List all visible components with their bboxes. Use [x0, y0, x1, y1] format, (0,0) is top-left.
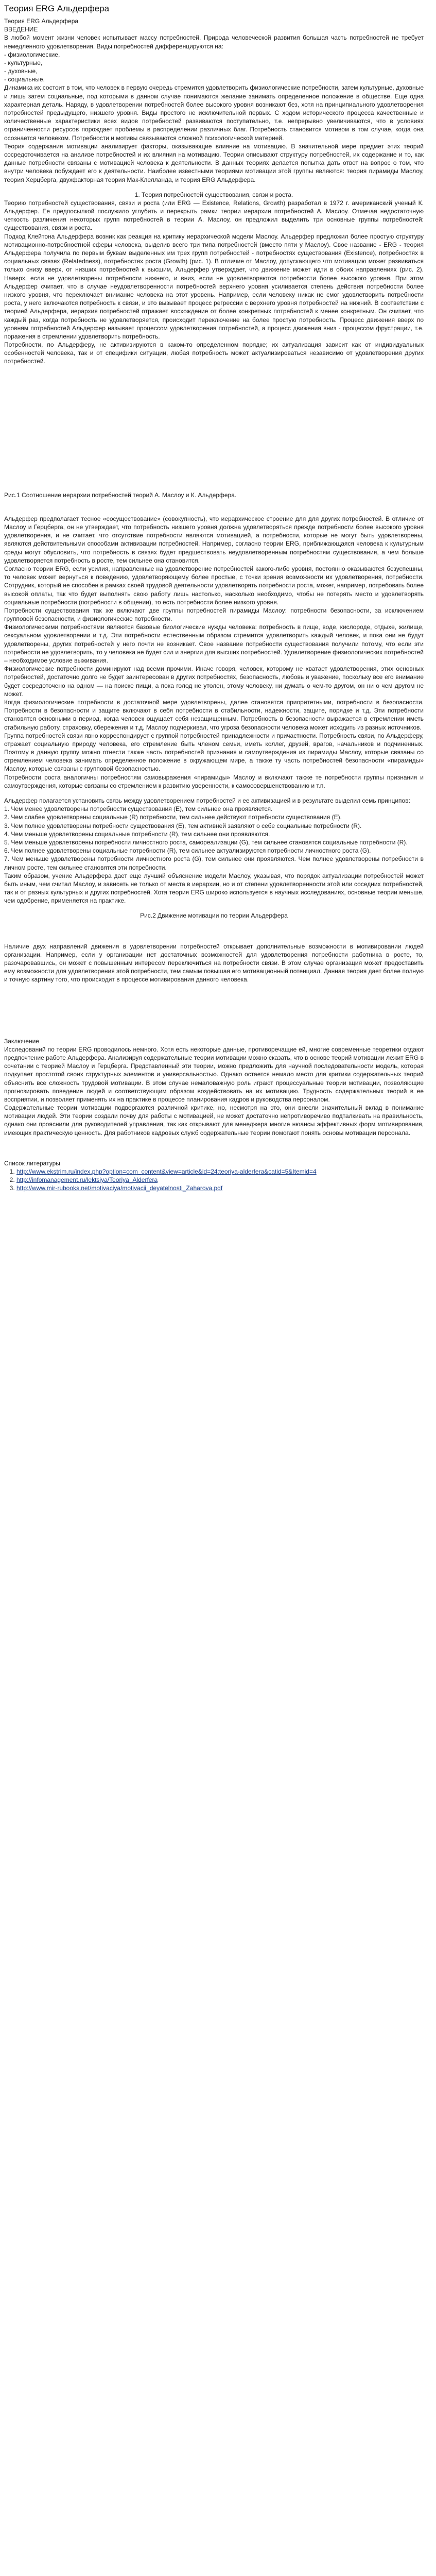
intro-heading: ВВЕДЕНИЕ: [4, 26, 38, 33]
literature-item: [16, 1184, 424, 1192]
document-title: Теория ERG Альдерфера: [4, 4, 110, 13]
intro-paragraph: Теория содержания мотивации анализирует факторы, оказывающие влияние на мотивацию. В значительной мере предмет этих теорий сосредоточивается на анализе потребностей и их влияния на мотивацию. Теории описывают структуру потребностей, их содержание и то, как данные потребности связаны с мотивацией человека к деятельности. В данных теориях делается попытка дать ответ на вопрос о том, что внутри человека побуждает его к деятельности. Наиболее известными теориями мотивации этой группы являются: теория пирамиды Маслоу, теория Херцберга, двухфакторная теория Мак-Клелланда, и теория ERG Альдерфера.: [4, 142, 424, 183]
section3-block: [4, 796, 424, 905]
principle-item: 2. Чем слабее удовлетворены социальные (R) потребности, тем сильнее действуют потребности существования (E).: [4, 814, 342, 821]
principle-item: 7. Чем меньше удовлетворены потребности личностного роста (G), тем сильнее они проявляются. Чем полнее удовлетворены потребности в личном росте, тем сильнее становятся эти потребности.: [4, 855, 424, 871]
literature-item: [16, 1176, 424, 1184]
conclusion-paragraph: Исследований по теории ERG проводилось немного. Хотя есть некоторые данные, противоречащие ей, многие современные теоретики отдают предпочтение работе Альдерфера. Анализируя содержательные теории мотивации можно сказать, что в основе теорий мотивации лежит ERG в сочетании с теорией Маслоу и Герцберга. Представленный эти теории, можно предложить для научной последовательности модель, которая подкупает простотой своих структурных элементов и универсальностью. Однако остается немало место для критики содержательных теорий объяснить все сложность трудовой мотивации. В этом случае немаловажную роль играют процессуальные теории мотивации, позволяющие прогнозировать поведение людей и соответствующим образом воздействовать на их мотивацию. Трудность содержательных теорий в ее восприятии, и позволяет применять их на практике в процессе планирования кадров и руководства персоналом.: [4, 1045, 424, 1103]
principle-item: 6. Чем полнее удовлетворены социальные потребности (R), тем сильнее актуализируются потребности личностного роста (G).: [4, 847, 371, 855]
figure2-block: [4, 911, 424, 920]
section2-paragraph: Потребности роста аналогичны потребностям самовыражения «пирамиды» Маслоу и включают также те потребности группы признания и самоутверждения, которые связаны со стремлением к развитию уверенности, к самосовершенствованию и т.п.: [4, 773, 424, 789]
intro-list-item: - духовные,: [4, 67, 38, 75]
subtitle-block: [4, 17, 424, 184]
section2-paragraph: Альдерфер предполагает тесное «сосуществование» (совокупность), что иерархическое строение для для других потребностей. В отличие от Маслоу и Герцберга, он не утверждает, что потребность низшего уровня должна удовлетворяться прежде потребности более высокого уровня удовлетворения, и не считает, что отсутствие потребности являются мотивацией, а потребности, которые не могут быть удовлетворены, являются действительными способами активизации потребностей. Например, согласно теории ERG, приближающаяся человека к культурным среды могут обусловить, что потребность в связях будет предшествовать неудовлетворенным потребностям существования, а чем больше удовлетворяется потребность в росте, тем сильнее она становится.: [4, 515, 424, 564]
section2-paragraph: Когда физиологические потребности в достаточной мере удовлетворены, далее становятся приоритетными, потребности в безопасности. Потребности в безопасности и защите включают в себя потребности в стабильности, надежности, защите, порядке и т.д. Эти потребности становятся основными в период, когда человек ощущает себя незащищенным. Потребность в безопасности выражается в стремлении иметь стабильную работу, страховку, сбережения и т.д. Маслоу подчеркивал, что угроза безопасности человека может исходить из разных источников.: [4, 698, 424, 731]
section1-heading: 1. Теория потребностей существования, связи и роста.: [134, 191, 293, 198]
principle-item: 3. Чем полнее удовлетворены потребности существования (E), тем активней заявляют о себе социальные потребности (R).: [4, 822, 362, 829]
section2-block: [4, 491, 424, 790]
section3-paragraph: Альдерфер полагается установить связь между удовлетворением потребностей и ее активизацией и в результате выделил семь принципов:: [4, 797, 410, 804]
section4-block: [4, 942, 424, 984]
literature-link[interactable]: http://www.mir-rubooks.net/motivaciya/motivacii_deyatelnosti_Zaharova.pdf: [16, 1184, 223, 1192]
section1-paragraph: Подход Клейтона Альдерфера возник как реакция на критику иерархической модели Маслоу. Альдерфер предложил более простую структуру мотивационно-потребностной сферы человека, выделив всего три типа потребностей (вместо пяти у Маслоу). Свое название - ERG - теория Альдерфера получила по первым буквам выделенных им трех групп потребностей - потребностях существования (Existence), потребностях в социальных связях (Relatedness), потребностях роста (Growth) (рис. 1). В отличие от Маслоу, допускающего что мотивацию может развиваться только снизу вверх, от низших потребностей к высшим, Альдерфер утверждает, что движение может идти в обоих направлениях (рис. 2). Наверх, если не удовлетворены потребности нижнего, и вниз, если не удовлетворяются потребности более высокого уровня. При этом Альдерфер считает, что в случае неудовлетворенности потребностей верхнего уровня усиливается степень действия потребности более низкого уровня, что переключает внимание человека на этот уровень. Например, если человеку никак не смог удовлетворить потребности роста, у него включаются потребность к связи, и это вызывает процесс регрессии с верхнего уровня потребностей на нижний. В соответствии с теорией Альдерфера, иерархия потребностей отражает восхождение от более конкретных потребностей к менее конкретным. Он считает, что каждый раз, когда потребность не удовлетворяется, происходит переключение на более простую потребность. Процесс движения вверх по уровням потребностей Альдерфер называет процессом удовлетворения потребностей, а процесс движения вниз - процессом фрустрации, т.е. поражения в стремлении удовлетворить потребность.: [4, 232, 424, 340]
section2-paragraph: Группа потребностей связи явно корреспондирует с группой потребностей принадлежности и причастности. Потребность связи, по Альдерферу, отражает социальную природу человека, его стремление быть членом семьи, иметь коллег, друзей, врагов, начальников и подчиненных. Поэтому в данную группу можно отнести также часть потребностей признания и самоутверждения из пирамиды Маслоу, которые связаны со стремлением человека занимать определенное положение в окружающем мире, а также ту часть потребностей безопасности «пирамиды» Маслоу, которые связаны с групповой безопасностью.: [4, 732, 424, 773]
spacer: [4, 1144, 424, 1159]
section1-paragraph: Теорию потребностей существования, связи и роста (или ERG — Existence, Relations, Growth) разработал в 1972 г. американский ученый К. Альдерфер. Ее предпосылкой послужило углубить и перекрыть рамки теории иерархии потребностей А. Маслоу. Отмечая недостаточную четкость различения некоторых групп потребностей в теории А. Маслоу, он предложил выделить три основные группы потребностей: существования, связи и роста.: [4, 199, 424, 232]
intro-paragraph: Динамика их состоит в том, что человек в первую очередь стремится удовлетворить физиологические потребности, затем культурные, духовные и лишь затем социальные, под которыми в данном случае понимаются желание занимать определенное положение в обществе. Еще одна характерная деталь. Наряду, в удовлетворении потребностей более высокого уровня возникают без, хотя на принципиального удовлетворения потребностей предыдущего, низшего уровня. Виды простого не исключительной первых. С ходом исторического процесса качественные и количественные характеристики всех видов потребностей развиваются поступательно, т.е. непрерывно увеличиваются, что в условиях ограниченности ресурсов порождает проблемы в распределении различных благ. Потребность становится мотивом в том случае, когда она осознается человеком. Потребности и мотивы связываются сложной психологической материей.: [4, 84, 424, 142]
principle-item: 4. Чем меньше удовлетворены социальные потребности (R), тем сильнее они проявляются.: [4, 830, 270, 838]
section2-paragraph: Потребности существования так же включают две группы потребностей пирамиды Маслоу: потребности безопасности, за исключением групповой безопасности, и физиологические потребности.: [4, 606, 424, 623]
principle-item: 1. Чем менее удовлетворены потребности существования (E), тем сильнее она проявляется.: [4, 805, 273, 813]
literature-item: [16, 1167, 424, 1176]
section3-paragraph: Таким образом, учение Альдерфера дает еще лучший объяснение модели Маслоу, указывая, что порядок актуализации потребностей может быть иным, чем считал Маслоу, и зависеть не только от места в иерархии, но и от степени удовлетворенности этой или соседних потребностей, так и от разных культурных и других потребностей. Хотя теория ERG широко используется в научных исследованиях, основные теории меньше, чем одобрение, применяется на практике.: [4, 872, 424, 905]
section2-paragraph: Физиологические потребности доминируют над всеми прочими. Иначе говоря, человек, которому не хватает удовлетворения, этих основных потребностей, достаточно долго не будет заинтересован в других потребностях, безопасность, любовь и уважение, поскольку все его внимание будет сосредоточено на одном — на поиске пищи, а пока голод не утолен, этому человеку, ни думать о чем-то другом, он ни о чем другом не может.: [4, 665, 424, 698]
document-subtitle: Теория ERG Альдерфера: [4, 17, 79, 25]
section1-paragraph: Потребности, по Альдерферу, не активизируются в каком-то определенном порядке; их актуализация зависит как от индивидуальных особенностей человека, так и от специфики ситуации, любая потребность может актуализироваться независимо от удовлетворения других потребностей.: [4, 341, 424, 365]
principle-item: 5. Чем меньше удовлетворены потребности личностного роста, самореализации (G), тем сильнее становятся социальные потребности (R).: [4, 838, 408, 846]
intro-list-item: - физиологические,: [4, 50, 60, 58]
conclusion-paragraph: Содержательные теории мотивации подвергаются различной критике, но, несмотря на это, они внесли значительный вклад в понимание мотивации людей. Эти теории создали почву для работы с мотивацией, не может достаточно непротиворечиво подталкивать на правильность, однако они прояснили для руководителей управления, так как открывают для менеджера многие нюансы эффективных форм мотивирования, имеющих практическую ценность. Для работников кадровых служб содержательные теории помогают понять основы мотивации персонала.: [4, 1104, 424, 1137]
literature-block: [4, 1159, 424, 1193]
figure2-caption: Рис.2 Движение мотивации по теории Альдерфера: [140, 912, 288, 920]
literature-list: [16, 1167, 424, 1193]
spacer: [4, 499, 424, 515]
section1-block: [4, 191, 424, 366]
spacer: [4, 991, 424, 1037]
spacer: [4, 927, 424, 942]
literature-link[interactable]: http://infomanagement.ru/lektsiya/Teoriya_Alderfera: [16, 1176, 158, 1184]
section2-paragraph: Согласно теории ERG, если усилия, направленные на удовлетворение потребностей какого-либо уровня, постоянно оказываются безуспешны, то человек может вернуться к поведению, удовлетворяющему более простые, с точки зрения возможности их удовлетворения, потребности. Сотрудник, который не способен в рамках своей трудовой деятельности удовлетворять потребности роста, может, например, потребовать более высокой оплаты, так что будет выполнять свою работу лишь настолько, насколько необходимо, чтобы не потерять место и удовлетворять социальные потребности (потребности в общении), то есть потребности более низкого уровня.: [4, 565, 424, 606]
figure1-caption: Рис.1 Соотношение иерархии потребностей теорий А. Маслоу и К. Альдерфера.: [4, 491, 237, 499]
literature-heading: Список литературы: [4, 1159, 60, 1167]
section4-paragraph: Наличие двух направлений движения в удовлетворении потребностей открывает дополнительные возможности в мотивировании людей организации. Например, если у организации нет достаточных возможностей для удовлетворения потребности работника в росте, то, разочаровавшись, он может с повышенным интересом переключиться на потребности связи. В этом случае организация может предоставить ему возможности для удовлетворения этой потребности, тем самым повышая его мотивационный потенциал. Данная теория дает более полную и точную картину того, что происходит в процессе мотивирования данного человека.: [4, 942, 424, 984]
intro-list-item: - культурные,: [4, 59, 43, 66]
figure1-space: [4, 372, 424, 491]
intro-paragraph: В любой момент жизни человек испытывает массу потребностей. Природа человеческой развития большая часть потребностей не требует немедленного удовлетворения. Виды потребностей дифференцируются на:: [4, 34, 424, 50]
intro-list-item: - социальные.: [4, 76, 45, 83]
document-page: [0, 0, 428, 1220]
section2-paragraph: Физиологическими потребностями являются базовые биологические нужды человека: потребность в пище, воде, кислороде, отдыхе, жилище, сексуальном удовлетворении и т.д. Эти потребности естественным образом стремится удовлетворить каждый человек, и пока они не будут удовлетворены, других потребностей у него почти не возникает. Свое название потребности существования получили потому, что если эти потребности не удовлетворить, то у человека не будет сил и энергии для высших потребностей. Удовлетворение физиологических потребностей – необходимое условие выживания.: [4, 623, 424, 664]
literature-link[interactable]: http://www.ekstrim.ru/index.php?option=com_content&view=article&id=24:teoriya-alderfera&catid=5&Itemid=4: [16, 1168, 317, 1175]
conclusion-block: [4, 1037, 424, 1137]
conclusion-heading: Заключение: [4, 1037, 39, 1045]
